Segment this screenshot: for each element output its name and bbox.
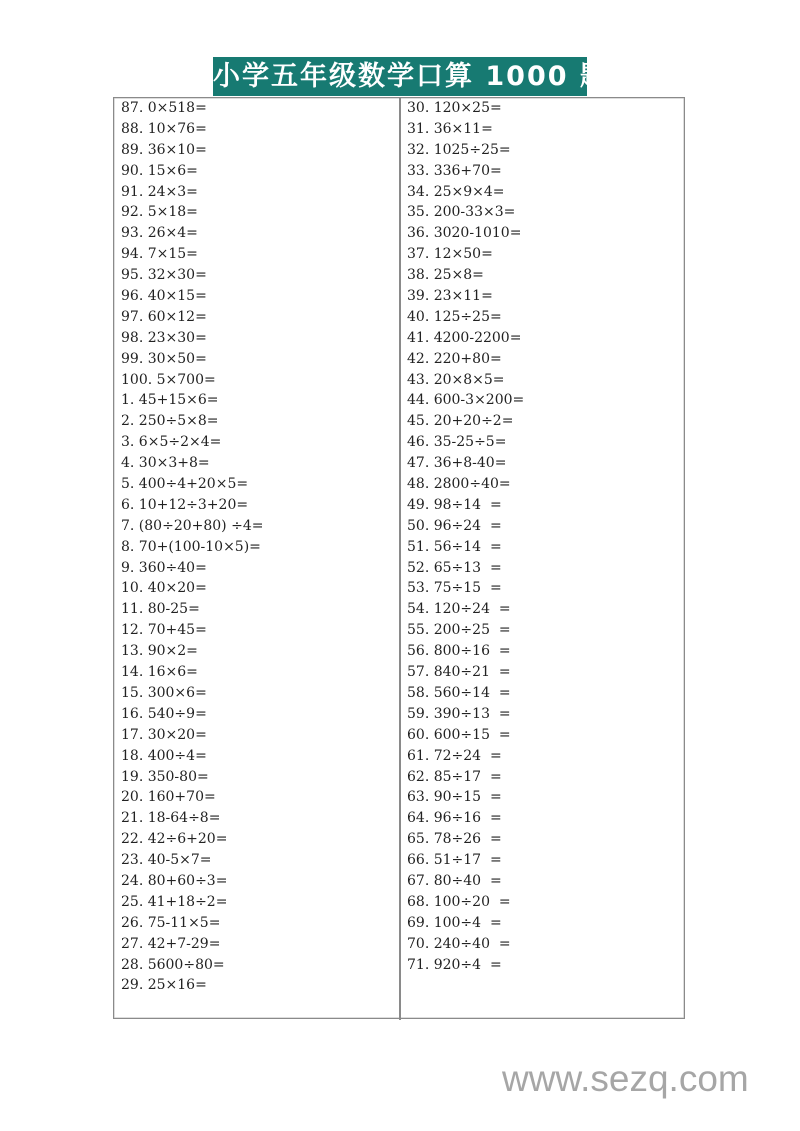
problem-item: 96. 40×15= bbox=[121, 288, 207, 305]
problem-item: 99. 30×50= bbox=[121, 350, 207, 367]
problem-item: 14. 16×6= bbox=[121, 664, 198, 681]
problem-item: 48. 2800÷40= bbox=[407, 476, 511, 493]
problem-item: 59. 390÷13 = bbox=[407, 705, 511, 722]
problem-item: 33. 336+70= bbox=[407, 162, 502, 179]
problem-item: 31. 36×11= bbox=[407, 120, 493, 137]
problem-item: 32. 1025÷25= bbox=[407, 141, 511, 158]
problem-item: 27. 42+7-29= bbox=[121, 935, 221, 952]
problem-item: 15. 300×6= bbox=[121, 684, 207, 701]
problem-item: 16. 540÷9= bbox=[121, 705, 207, 722]
problem-item: 12. 70+45= bbox=[121, 622, 207, 639]
problem-item: 52. 65÷13 = bbox=[407, 559, 502, 576]
problem-item: 100. 5×700= bbox=[121, 371, 216, 388]
problem-item: 60. 600÷15 = bbox=[407, 726, 511, 743]
problem-item: 39. 23×11= bbox=[407, 288, 493, 305]
problem-item: 92. 5×18= bbox=[121, 204, 198, 221]
problem-item: 51. 56÷14 = bbox=[407, 538, 502, 555]
problem-item: 38. 25×8= bbox=[407, 267, 484, 284]
problem-item: 5. 400÷4+20×5= bbox=[121, 476, 249, 493]
problem-item: 53. 75÷15 = bbox=[407, 580, 502, 597]
problem-item: 62. 85÷17 = bbox=[407, 768, 502, 785]
problem-item: 64. 96÷16 = bbox=[407, 810, 502, 827]
problem-column-right bbox=[407, 98, 677, 975]
problem-item: 87. 0×518= bbox=[121, 100, 207, 116]
problem-item: 46. 35-25÷5= bbox=[407, 434, 507, 451]
problem-item: 13. 90×2= bbox=[121, 643, 198, 660]
problem-item: 29. 25×16= bbox=[121, 977, 207, 994]
page-title: 小学五年级数学口算 1000 题 bbox=[213, 57, 587, 96]
problem-item: 95. 32×30= bbox=[121, 267, 207, 284]
problem-item: 43. 20×8×5= bbox=[407, 371, 505, 388]
problem-item: 88. 10×76= bbox=[121, 120, 207, 137]
problem-item: 17. 30×20= bbox=[121, 726, 207, 743]
problem-item: 70. 240÷40 = bbox=[407, 935, 511, 952]
problem-item: 55. 200÷25 = bbox=[407, 622, 511, 639]
problem-item: 50. 96÷24 = bbox=[407, 517, 502, 534]
problem-item: 23. 40-5×7= bbox=[121, 852, 212, 869]
problem-item: 68. 100÷20 = bbox=[407, 893, 511, 910]
problem-item: 21. 18-64÷8= bbox=[121, 810, 221, 827]
problem-item: 2. 250÷5×8= bbox=[121, 413, 219, 430]
site-watermark: www.sezq.com bbox=[502, 1058, 749, 1099]
problem-item: 69. 100÷4 = bbox=[407, 914, 502, 931]
problem-item: 11. 80-25= bbox=[121, 601, 200, 618]
problem-item: 28. 5600÷80= bbox=[121, 956, 225, 973]
problem-item: 3. 6×5÷2×4= bbox=[121, 434, 222, 451]
problem-item: 8. 70+(100-10×5)= bbox=[121, 538, 261, 555]
problem-item: 25. 41+18÷2= bbox=[121, 893, 228, 910]
problem-item: 20. 160+70= bbox=[121, 789, 216, 806]
problem-item: 40. 125÷25= bbox=[407, 308, 502, 325]
problem-item: 24. 80+60÷3= bbox=[121, 872, 228, 889]
problem-item: 36. 3020-1010= bbox=[407, 225, 522, 242]
problem-item: 54. 120÷24 = bbox=[407, 601, 511, 618]
problem-item: 94. 7×15= bbox=[121, 246, 198, 263]
problem-item: 58. 560÷14 = bbox=[407, 684, 511, 701]
problem-item: 6. 10+12÷3+20= bbox=[121, 496, 249, 513]
problem-item: 67. 80÷40 = bbox=[407, 872, 502, 889]
problem-item: 7. (80÷20+80) ÷4= bbox=[121, 517, 264, 534]
problem-item: 30. 120×25= bbox=[407, 100, 502, 116]
problem-item: 45. 20+20÷2= bbox=[407, 413, 514, 430]
problem-item: 56. 800÷16 = bbox=[407, 643, 511, 660]
problem-item: 26. 75-11×5= bbox=[121, 914, 221, 931]
column-divider bbox=[399, 97, 401, 1020]
problem-item: 57. 840÷21 = bbox=[407, 664, 511, 681]
problem-item: 71. 920÷4 = bbox=[407, 956, 502, 973]
problem-item: 4. 30×3+8= bbox=[121, 455, 210, 472]
problem-item: 41. 4200-2200= bbox=[407, 329, 522, 346]
problem-item: 91. 24×3= bbox=[121, 183, 198, 200]
problem-item: 19. 350-80= bbox=[121, 768, 209, 785]
problem-item: 18. 400÷4= bbox=[121, 747, 207, 764]
problem-item: 63. 90÷15 = bbox=[407, 789, 502, 806]
problem-column-left bbox=[121, 98, 391, 996]
problem-item: 65. 78÷26 = bbox=[407, 831, 502, 848]
problem-item: 42. 220+80= bbox=[407, 350, 502, 367]
problem-item: 97. 60×12= bbox=[121, 308, 207, 325]
problem-item: 10. 40×20= bbox=[121, 580, 207, 597]
problem-item: 66. 51÷17 = bbox=[407, 852, 502, 869]
problem-item: 9. 360÷40= bbox=[121, 559, 207, 576]
problem-item: 93. 26×4= bbox=[121, 225, 198, 242]
problem-item: 37. 12×50= bbox=[407, 246, 493, 263]
problem-item: 47. 36+8-40= bbox=[407, 455, 507, 472]
problem-item: 22. 42÷6+20= bbox=[121, 831, 228, 848]
problem-item: 44. 600-3×200= bbox=[407, 392, 525, 409]
problem-item: 98. 23×30= bbox=[121, 329, 207, 346]
problem-item: 89. 36×10= bbox=[121, 141, 207, 158]
problem-item: 1. 45+15×6= bbox=[121, 392, 219, 409]
problem-item: 90. 15×6= bbox=[121, 162, 198, 179]
problem-item: 35. 200-33×3= bbox=[407, 204, 516, 221]
problem-item: 61. 72÷24 = bbox=[407, 747, 502, 764]
problem-item: 34. 25×9×4= bbox=[407, 183, 505, 200]
problem-item: 49. 98÷14 = bbox=[407, 496, 502, 513]
